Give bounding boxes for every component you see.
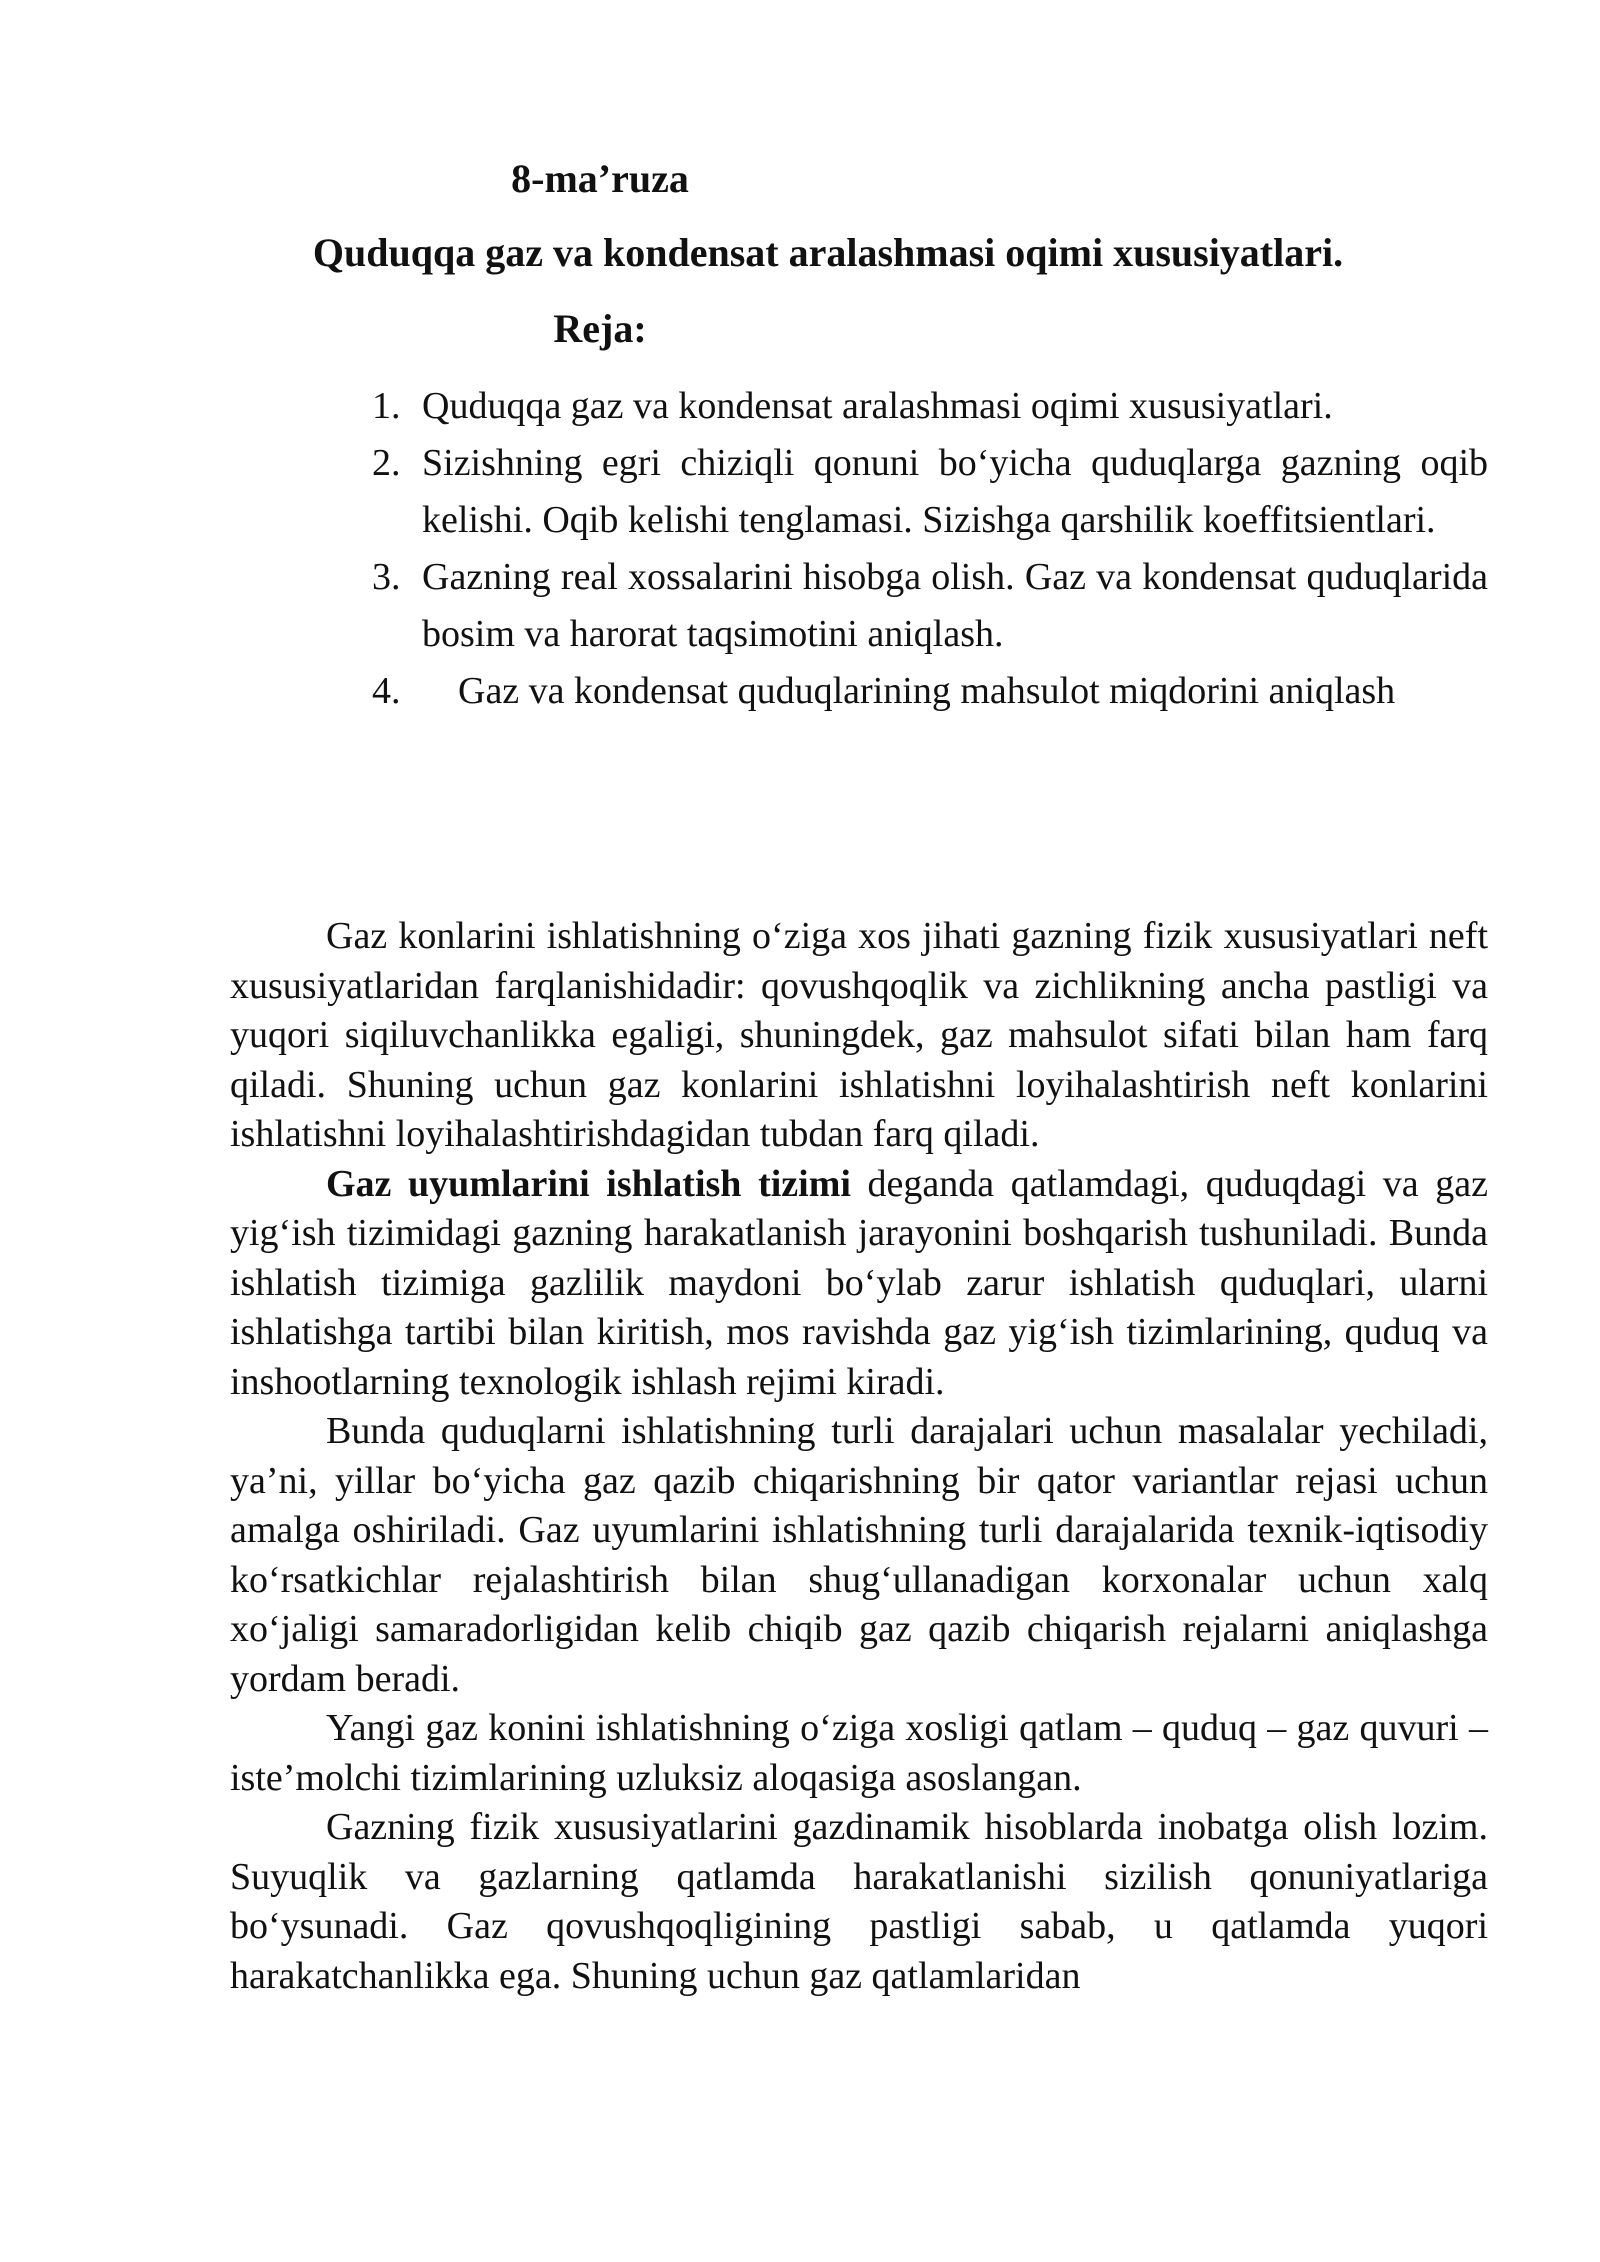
body-text	[230, 912, 1488, 2001]
paragraph-2	[230, 1160, 1488, 1408]
plan-item-number: 3.	[372, 556, 401, 598]
paragraph-4: Yangi gaz konini ishlatishning o‘ziga xosligi qatlam – quduq – gaz quvuri – iste’molchi tizimlarining uzluksiz aloqasiga asoslangan.	[230, 1707, 1488, 1799]
plan-item-4	[372, 663, 1488, 720]
paragraph-2-text: deganda qatlamdagi, quduqdagi va gaz yig‘ish tizimidagi gazning harakatlanish jarayonini boshqarish tushuniladi. Bunda ishlatish tizimiga gazlilik maydoni bo‘ylab zarur ishlatish quduqlari, ularni ishlatishga tartibi bilan kiritish, mos ravishda gaz yig‘ish tizimlarining, quduq va inshootlarning texnologik ishlash rejimi kiradi.	[230, 1162, 1488, 1403]
plan-item-1	[372, 378, 1488, 435]
plan-item-text: Quduqqa gaz va kondensat aralashmasi oqimi xususiyatlari.	[422, 385, 1333, 427]
plan-item-number: 1.	[372, 385, 401, 427]
plan-item-text: Sizishning egri chiziqli qonuni bo‘yicha quduqlarga gazning oqib kelishi. Oqib kelishi tenglamasi. Sizishga qarshilik koeffitsientlari.	[422, 442, 1488, 541]
lecture-number: 8-ma’ruza	[511, 156, 689, 201]
paragraph-5: Gazning fizik xususiyatlarini gazdinamik hisoblarda inobatga olish lozim. Suyuqlik va gazlarning qatlamda harakatlanishi sizilish qonuniyatlariga bo‘ysunadi. Gaz qovushqoqligining pastligi sabab, u qatlamda yuqori harakatchanlikka ega. Shuning uchun gaz qatlamlaridan	[230, 1806, 1488, 1997]
paragraph-1: Gaz konlarini ishlatishning o‘ziga xos jihati gazning fizik xususiyatlari neft xususiyatlaridan farqlanishidadir: qovushqoqlik va zichlikning ancha pastligi va yuqori siqiluvchanlikka egaligi, shuningdek, gaz mahsulot sifati bilan ham farq qiladi. Shuning uchun gaz konlarini ishlatishni loyihalashtirish neft konlarini ishlatishni loyihalashtirishdagidan tubdan farq qiladi.	[230, 915, 1488, 1155]
plan-item-text: Gaz va kondensat quduqlarining mahsulot miqdorini aniqlash	[458, 670, 1396, 712]
paragraph-3: Bunda quduqlarni ishlatishning turli darajalari uchun masalalar yechiladi, ya’ni, yillar bo‘yicha gaz qazib chiqarishning bir qator variantlar rejasi uchun amalga oshiriladi. Gaz uyumlarini ishlatishning turli darajalarida texnik-iqtisodiy ko‘rsatkichlar rejalashtirish bilan shug‘ullanadigan korxonalar uchun xalq xo‘jaligi samaradorligidan kelib chiqib gaz qazib chiqarish rejalarni aniqlashga yordam beradi.	[230, 1410, 1488, 1700]
plan-list	[372, 378, 1488, 720]
plan-item-2	[372, 435, 1488, 549]
plan-item-number: 2.	[372, 442, 401, 484]
lecture-title: Quduqqa gaz va kondensat aralashmasi oqimi xususiyatlari.	[312, 230, 1344, 275]
plan-item-3	[372, 549, 1488, 663]
plan-item-text: Gazning real xossalarini hisobga olish. Gaz va kondensat quduqlarida bosim va harorat taqsimotini aniqlash.	[422, 556, 1488, 655]
plan-item-number: 4.	[372, 670, 401, 712]
plan-heading: Reja:	[553, 306, 647, 351]
term-highlight: Gaz uyumlarini ishlatish tizimi	[326, 1162, 851, 1205]
